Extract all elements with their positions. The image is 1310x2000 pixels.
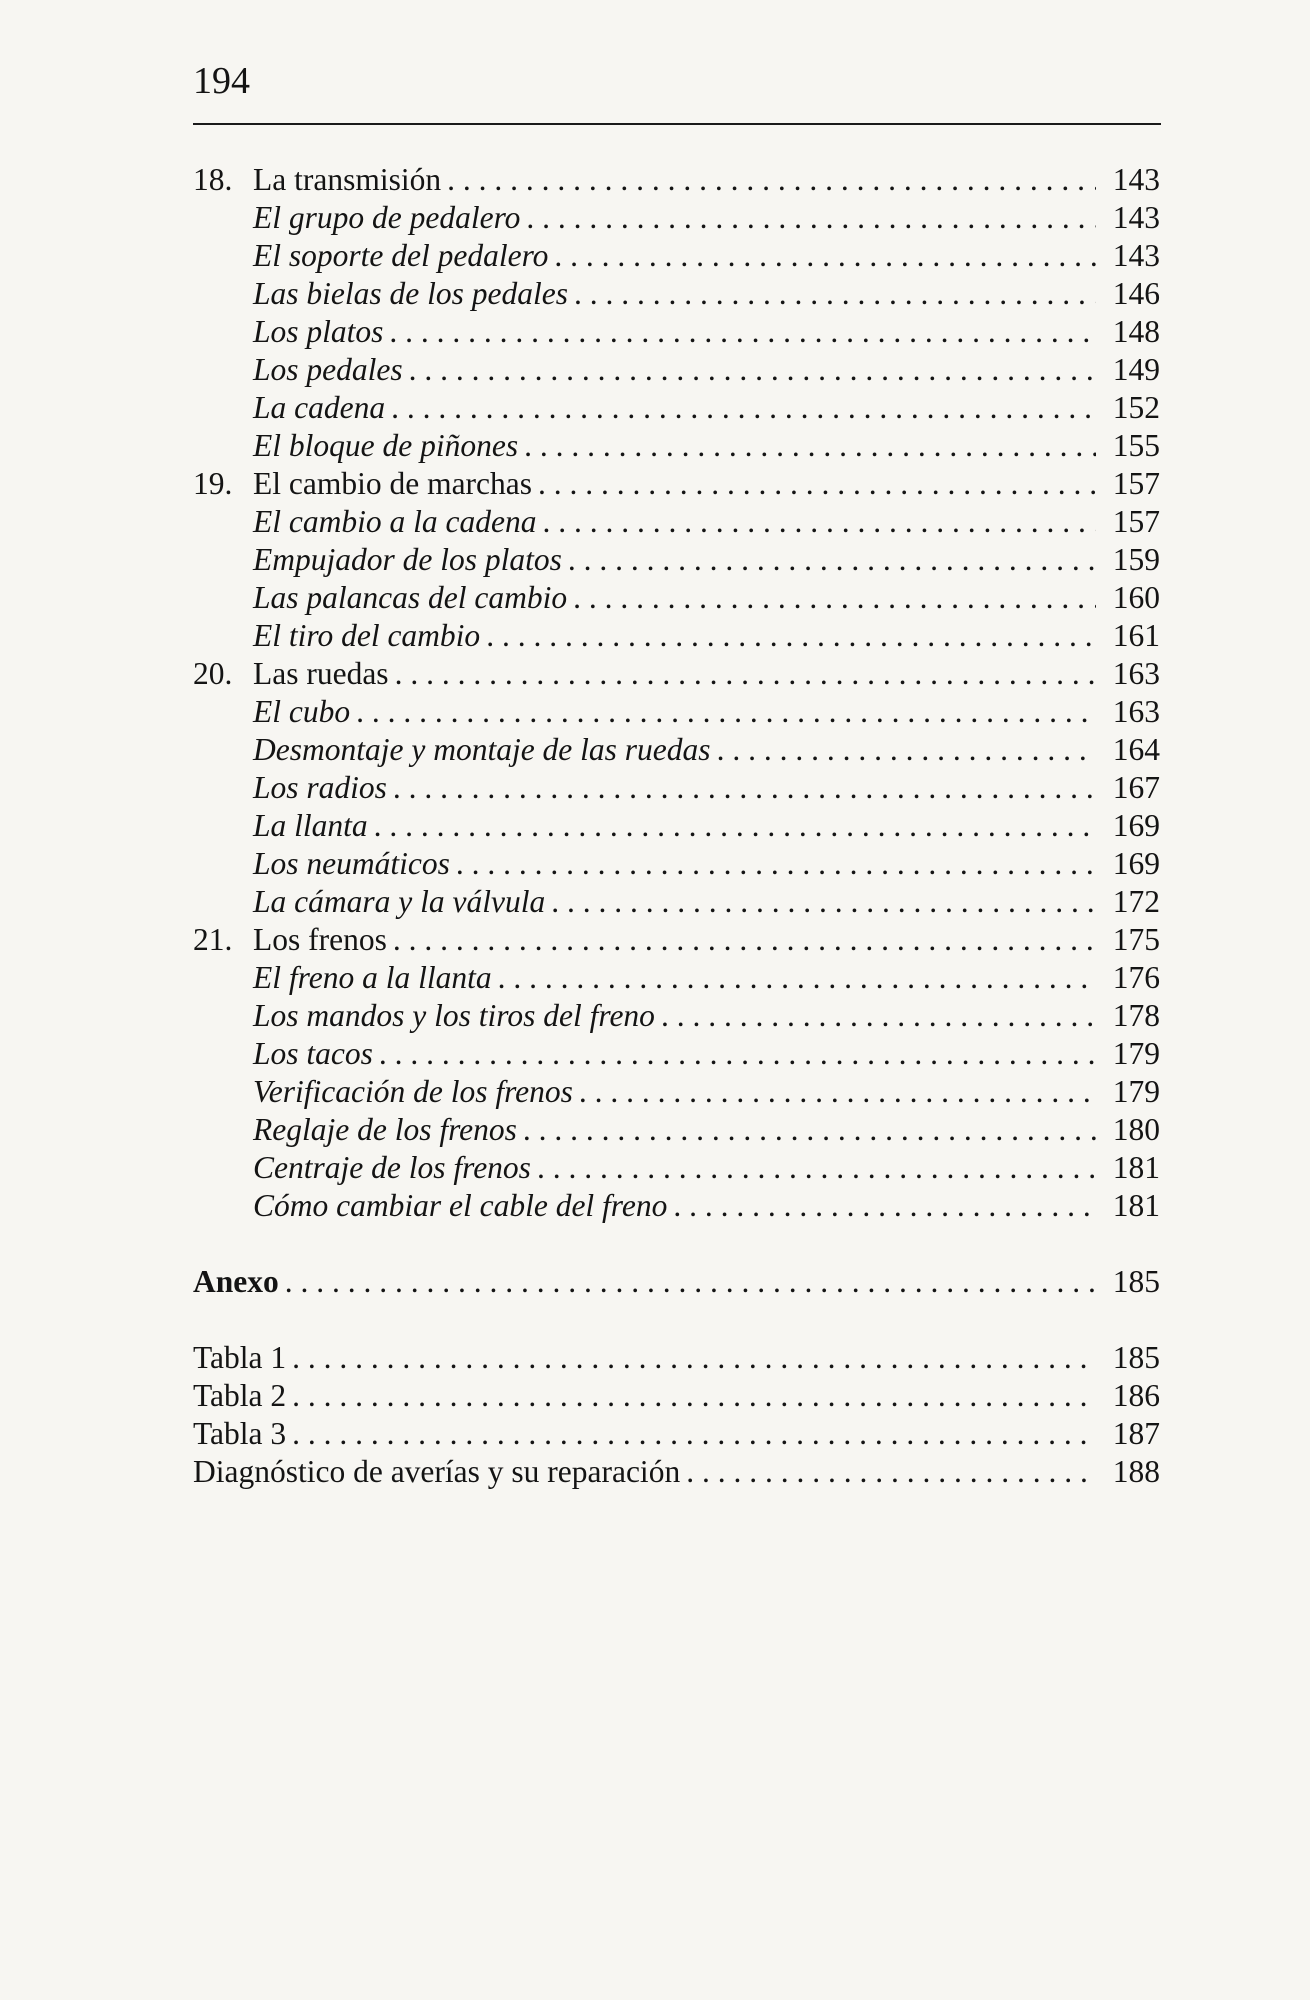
dot-leader bbox=[524, 427, 1096, 465]
dot-leader bbox=[579, 1073, 1096, 1111]
dot-leader bbox=[537, 1149, 1096, 1187]
toc-section-entry bbox=[193, 997, 1160, 1035]
dot-leader bbox=[356, 693, 1096, 731]
toc-section-entry bbox=[193, 427, 1160, 465]
entry-page-number: 161 bbox=[1112, 618, 1160, 653]
entry-title: Cómo cambiar el cable del freno bbox=[253, 1188, 668, 1223]
entry-page-number: 176 bbox=[1112, 960, 1160, 995]
entry-page-number: 148 bbox=[1112, 314, 1160, 349]
toc-section-entry bbox=[193, 237, 1160, 275]
entry-page-number: 149 bbox=[1112, 352, 1160, 387]
entry-page-number: 160 bbox=[1112, 580, 1160, 615]
entry-page-number: 181 bbox=[1112, 1150, 1160, 1185]
toc-spacer bbox=[193, 1225, 1160, 1263]
dot-leader bbox=[538, 465, 1096, 503]
entry-title: Tabla 3 bbox=[193, 1416, 287, 1451]
entry-title: Centraje de los frenos bbox=[253, 1150, 531, 1185]
dot-leader bbox=[292, 1339, 1096, 1377]
entry-title: Diagnóstico de averías y su reparación bbox=[193, 1454, 681, 1489]
dot-leader bbox=[686, 1453, 1096, 1491]
entry-page-number: 163 bbox=[1112, 656, 1160, 691]
dot-leader bbox=[551, 883, 1096, 921]
toc-spacer bbox=[193, 1301, 1160, 1339]
dot-leader bbox=[379, 1035, 1096, 1073]
entry-title: La transmisión bbox=[253, 162, 442, 197]
dot-leader bbox=[568, 541, 1096, 579]
toc-section-entry bbox=[193, 503, 1160, 541]
entry-title: El soporte del pedalero bbox=[253, 238, 549, 273]
entry-page-number: 167 bbox=[1112, 770, 1160, 805]
toc-section-entry bbox=[193, 1149, 1160, 1187]
dot-leader bbox=[447, 161, 1096, 199]
entry-title: El cambio de marchas bbox=[253, 466, 533, 501]
dot-leader bbox=[389, 313, 1096, 351]
entry-page-number: 178 bbox=[1112, 998, 1160, 1033]
entry-title: El grupo de pedalero bbox=[253, 200, 521, 235]
toc-section-entry bbox=[193, 769, 1160, 807]
entry-page-number: 163 bbox=[1112, 694, 1160, 729]
toc-section-entry bbox=[193, 389, 1160, 427]
entry-page-number: 180 bbox=[1112, 1112, 1160, 1147]
entry-page-number: 157 bbox=[1112, 504, 1160, 539]
entry-page-number: 181 bbox=[1112, 1188, 1160, 1223]
toc-section-entry bbox=[193, 351, 1160, 389]
toc-section-entry bbox=[193, 1035, 1160, 1073]
toc-entry bbox=[193, 1263, 1160, 1301]
entry-title: El freno a la llanta bbox=[253, 960, 492, 995]
entry-page-number: 179 bbox=[1112, 1036, 1160, 1071]
dot-leader bbox=[717, 731, 1096, 769]
entry-title: Los radios bbox=[253, 770, 387, 805]
toc-section-entry bbox=[193, 541, 1160, 579]
toc-section-entry bbox=[193, 313, 1160, 351]
toc-section-entry bbox=[193, 1111, 1160, 1149]
entry-title: Las palancas del cambio bbox=[253, 580, 568, 615]
entry-page-number: 169 bbox=[1112, 846, 1160, 881]
dot-leader bbox=[661, 997, 1096, 1035]
toc-section-entry bbox=[193, 883, 1160, 921]
dot-leader bbox=[498, 959, 1096, 997]
toc-entry bbox=[193, 1339, 1160, 1377]
entry-page-number: 159 bbox=[1112, 542, 1160, 577]
dot-leader bbox=[542, 503, 1096, 541]
toc-section-entry bbox=[193, 275, 1160, 313]
entry-page-number: 143 bbox=[1112, 162, 1160, 197]
entry-page-number: 164 bbox=[1112, 732, 1160, 767]
entry-title: Las ruedas bbox=[253, 656, 389, 691]
entry-page-number: 169 bbox=[1112, 808, 1160, 843]
dot-leader bbox=[395, 655, 1096, 693]
toc-section-entry bbox=[193, 617, 1160, 655]
toc-section-entry bbox=[193, 199, 1160, 237]
entry-page-number: 172 bbox=[1112, 884, 1160, 919]
entry-title: El bloque de piñones bbox=[253, 428, 519, 463]
entry-page-number: 157 bbox=[1112, 466, 1160, 501]
toc-entry bbox=[193, 1377, 1160, 1415]
dot-leader bbox=[526, 199, 1096, 237]
entry-page-number: 185 bbox=[1112, 1264, 1160, 1299]
entry-page-number: 143 bbox=[1112, 200, 1160, 235]
dot-leader bbox=[393, 769, 1096, 807]
toc-chapter-entry bbox=[193, 465, 1160, 503]
entry-page-number: 155 bbox=[1112, 428, 1160, 463]
toc-section-entry bbox=[193, 579, 1160, 617]
page-number: 194 bbox=[193, 60, 250, 102]
dot-leader bbox=[409, 351, 1096, 389]
entry-title: Tabla 2 bbox=[193, 1378, 287, 1413]
entry-title: Verificación de los frenos bbox=[253, 1074, 573, 1109]
dot-leader bbox=[574, 275, 1096, 313]
toc-entry bbox=[193, 1415, 1160, 1453]
entry-title: Tabla 1 bbox=[193, 1340, 287, 1375]
chapter-number: 19. bbox=[193, 466, 233, 501]
chapter-number: 18. bbox=[193, 162, 233, 197]
entry-title: Los frenos bbox=[253, 922, 387, 957]
dot-leader bbox=[374, 807, 1096, 845]
entry-title: La llanta bbox=[253, 808, 368, 843]
dot-leader bbox=[292, 1377, 1096, 1415]
entry-page-number: 185 bbox=[1112, 1340, 1160, 1375]
entry-page-number: 179 bbox=[1112, 1074, 1160, 1109]
entry-page-number: 188 bbox=[1112, 1454, 1160, 1489]
dot-leader bbox=[554, 237, 1096, 275]
toc-section-entry bbox=[193, 959, 1160, 997]
toc-section-entry bbox=[193, 1187, 1160, 1225]
entry-page-number: 143 bbox=[1112, 238, 1160, 273]
toc-section-entry bbox=[193, 807, 1160, 845]
dot-leader bbox=[523, 1111, 1096, 1149]
entry-title: Los platos bbox=[253, 314, 384, 349]
entry-title: Los pedales bbox=[253, 352, 403, 387]
toc-chapter-entry bbox=[193, 161, 1160, 199]
dot-leader bbox=[292, 1415, 1096, 1453]
toc-section-entry bbox=[193, 1073, 1160, 1111]
entry-title: Los neumáticos bbox=[253, 846, 450, 881]
entry-page-number: 152 bbox=[1112, 390, 1160, 425]
entry-title: Empujador de los platos bbox=[253, 542, 562, 577]
dot-leader bbox=[456, 845, 1096, 883]
entry-title: El cambio a la cadena bbox=[253, 504, 537, 539]
entry-title: Reglaje de los frenos bbox=[253, 1112, 517, 1147]
entry-title: Los mandos y los tiros del freno bbox=[253, 998, 655, 1033]
toc-section-entry bbox=[193, 845, 1160, 883]
entry-page-number: 186 bbox=[1112, 1378, 1160, 1413]
entry-title: La cadena bbox=[253, 390, 386, 425]
entry-title: El cubo bbox=[253, 694, 351, 729]
entry-page-number: 187 bbox=[1112, 1416, 1160, 1451]
entry-page-number: 175 bbox=[1112, 922, 1160, 957]
toc-chapter-entry bbox=[193, 655, 1160, 693]
entry-title: La cámara y la válvula bbox=[253, 884, 546, 919]
dot-leader bbox=[673, 1187, 1096, 1225]
dot-leader bbox=[573, 579, 1096, 617]
table-of-contents bbox=[193, 161, 1160, 1491]
entry-title: Desmontaje y montaje de las ruedas bbox=[253, 732, 711, 767]
header-rule bbox=[193, 123, 1161, 125]
chapter-number: 21. bbox=[193, 922, 233, 957]
dot-leader bbox=[393, 921, 1096, 959]
dot-leader bbox=[486, 617, 1096, 655]
entry-title: El tiro del cambio bbox=[253, 618, 481, 653]
entry-title: Los tacos bbox=[253, 1036, 373, 1071]
entry-title: Las bielas de los pedales bbox=[253, 276, 568, 311]
toc-chapter-entry bbox=[193, 921, 1160, 959]
dot-leader bbox=[285, 1263, 1096, 1301]
toc-section-entry bbox=[193, 693, 1160, 731]
entry-title: Anexo bbox=[193, 1264, 279, 1299]
chapter-number: 20. bbox=[193, 656, 233, 691]
toc-section-entry bbox=[193, 731, 1160, 769]
entry-page-number: 146 bbox=[1112, 276, 1160, 311]
toc-entry bbox=[193, 1453, 1160, 1491]
dot-leader bbox=[391, 389, 1096, 427]
